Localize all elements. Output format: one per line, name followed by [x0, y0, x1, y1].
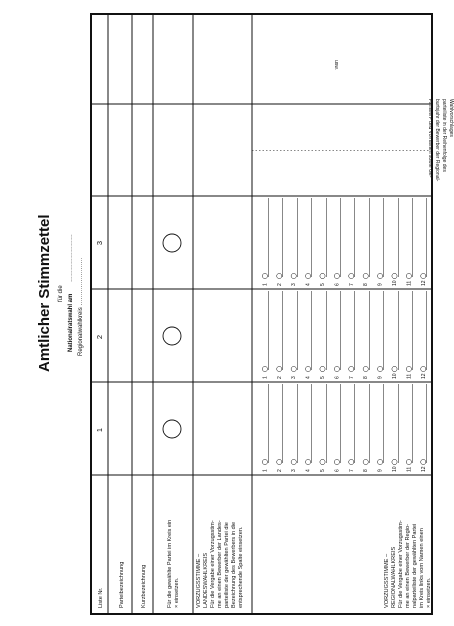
- candidate-number: 11: [406, 466, 413, 472]
- candidate-number: 12: [420, 466, 427, 472]
- regional-vorzug-line: me an einen Bewerber der Regio-: [405, 524, 411, 608]
- candidate-number: 12: [420, 373, 427, 379]
- column-number: 1: [95, 427, 104, 433]
- candidate-number: 1: [262, 469, 269, 472]
- names-header-line: burtsjahr der Bewerber der Regional-: [434, 99, 440, 182]
- election-label: Nationalratswahl am: [68, 293, 74, 352]
- candidate-number: 4: [305, 283, 312, 286]
- candidate-number: 6: [334, 283, 341, 286]
- row-label-parteibezeichnung: Parteibezeichnung: [119, 561, 125, 608]
- candidate-number: 8: [363, 469, 370, 472]
- candidate-number: 12: [420, 280, 427, 286]
- row-label-liste-nr: Liste Nr.: [98, 587, 104, 608]
- candidate-number: 5: [320, 376, 326, 379]
- fuer-die-text: für die: [58, 285, 64, 302]
- candidate-number: 11: [406, 373, 413, 379]
- landes-vorzug-line: LANDESWAHLKREIS: [203, 552, 209, 608]
- candidate-number: 9: [377, 283, 384, 286]
- regional-vorzug-line: im Kreis links vom Namen einen: [419, 528, 425, 608]
- candidate-number: 10: [392, 280, 398, 286]
- candidate-number: 8: [363, 283, 370, 286]
- candidate-number: 10: [392, 466, 398, 472]
- regional-vorzug-line: REGIONALWAHLKREIS: [391, 546, 397, 608]
- candidate-number: 9: [377, 469, 384, 472]
- landes-vorzug-line: VORZUGSSTIMME –: [196, 553, 202, 608]
- candidate-number: 5: [320, 469, 326, 472]
- candidate-number: 6: [334, 376, 341, 379]
- landes-vorzug-line: me an einen Bewerber der Landes-: [217, 520, 223, 608]
- regional-vorzug-line: nalparteiliste der gewählten Partei: [412, 523, 418, 608]
- candidate-number: 2: [276, 376, 283, 379]
- landes-vorzug-line: parteiliste der gewählten Partei die: [224, 522, 230, 608]
- candidate-number: 7: [348, 376, 355, 379]
- names-header-line: Wahlvorschlages: [448, 99, 454, 137]
- candidate-number: 10: [392, 373, 398, 379]
- candidate-number: 7: [348, 283, 355, 286]
- ballot-title: Amtlicher Stimmzettel: [36, 214, 53, 372]
- candidate-number: 6: [334, 469, 341, 472]
- regional-vorzug-line: VORZUGSSTIMME –: [384, 553, 390, 608]
- usw-text: usw.: [333, 60, 339, 71]
- candidate-number: 11: [406, 280, 413, 286]
- candidate-number: 4: [305, 376, 312, 379]
- candidate-number: 5: [320, 283, 326, 286]
- candidate-number: 1: [262, 376, 269, 379]
- election-date-blank: ……………………: [68, 234, 74, 282]
- regional-vorzug-line: Für die Vergabe einer Vorzugsstim-: [398, 520, 404, 608]
- candidate-number: 3: [291, 469, 298, 472]
- landes-vorzug-line: entsprechende Spalte einsetzen.: [238, 526, 244, 608]
- column-number: 2: [95, 334, 104, 340]
- candidate-number: 3: [291, 376, 298, 379]
- row-label-kurzbezeichnung: Kurzbezeichnung: [141, 564, 147, 608]
- candidate-number: 7: [348, 469, 355, 472]
- region-label: Regionalwahlkreis ……………………: [78, 257, 84, 356]
- names-header-line: Familien- und Vornamen sowie Ge-: [427, 99, 433, 178]
- candidate-number: 3: [291, 283, 298, 286]
- landes-vorzug-line: Bezeichnung des Bewerbers in die: [231, 521, 237, 608]
- candidate-number: 9: [377, 376, 384, 379]
- candidate-number: 4: [305, 469, 312, 472]
- candidate-number: 2: [276, 469, 283, 472]
- regional-vorzug-line: × einsetzen.: [426, 577, 432, 608]
- column-number: 3: [95, 240, 104, 246]
- row-label-partei-wahl-line: Für die gewählte Partei im Kreis ein: [167, 519, 173, 608]
- names-header-line: parteiliste in der Reihenfolge des: [441, 99, 447, 172]
- candidate-number: 1: [262, 283, 269, 286]
- candidate-number: 2: [276, 283, 283, 286]
- candidate-number: 8: [363, 376, 370, 379]
- row-label-partei-wahl-line: × einsetzen.: [174, 577, 180, 608]
- landes-vorzug-line: Für die Vergabe einer Vorzugsstim-: [210, 520, 216, 608]
